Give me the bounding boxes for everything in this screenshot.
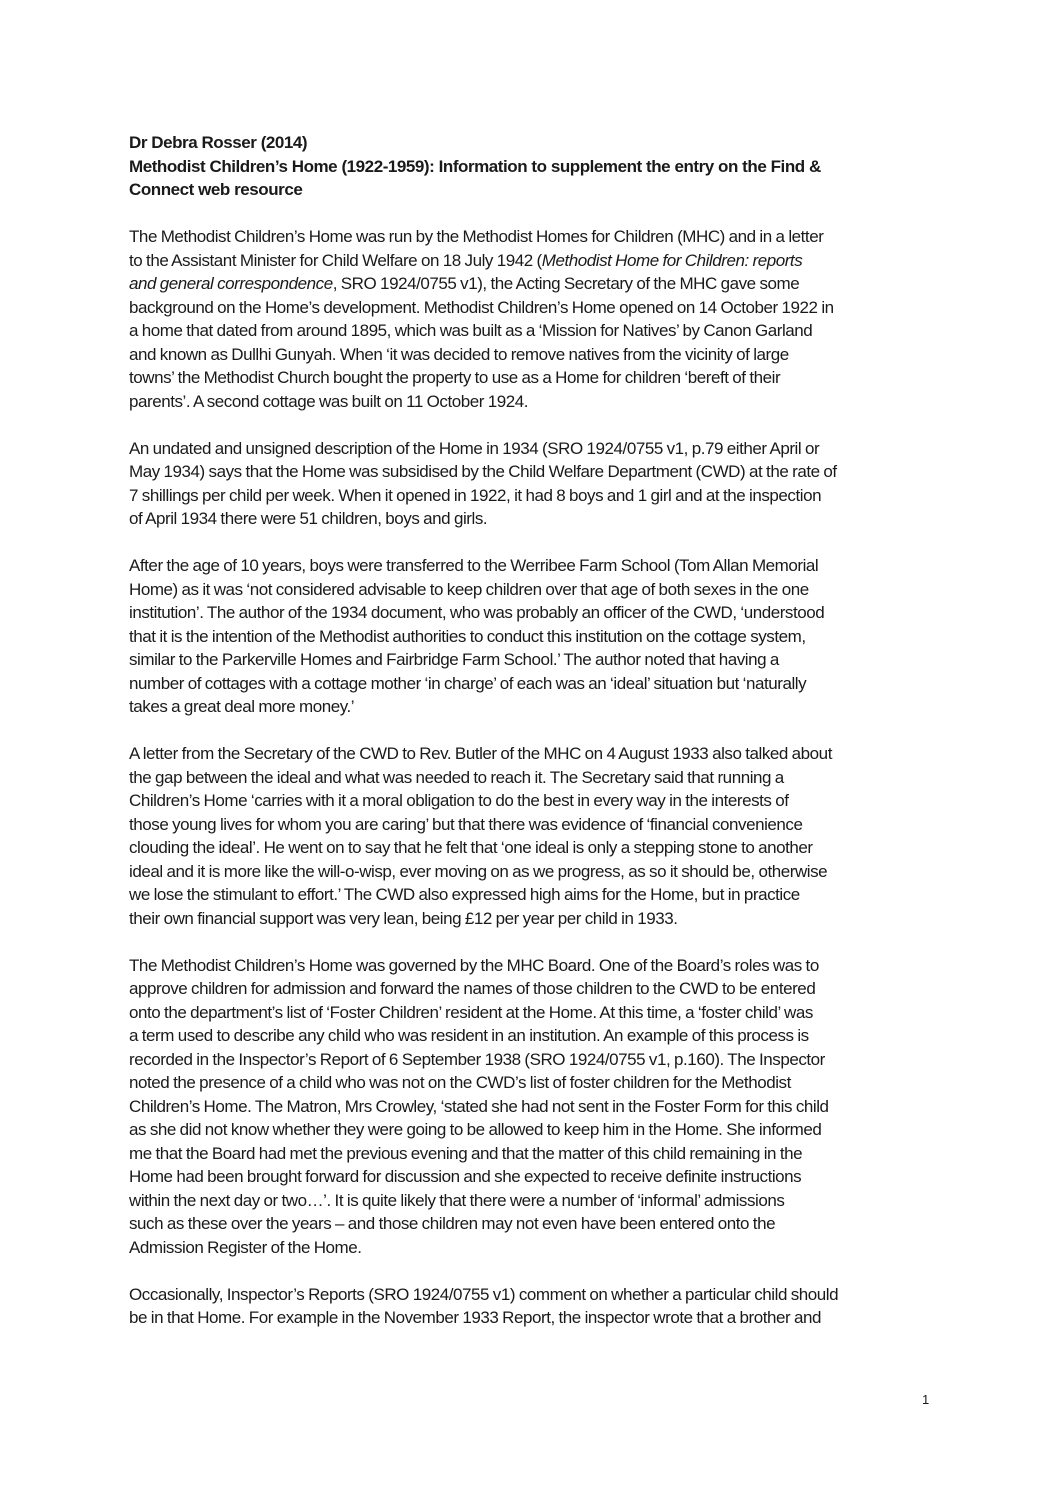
text-segment: , SRO 1924/0755 v1), the Acting Secretary of the MHC gave some bbox=[332, 274, 800, 293]
italic-citation: Methodist Home for Children: reports bbox=[541, 250, 803, 270]
text-line: takes a great deal more money.’ bbox=[129, 697, 355, 716]
text-line: A letter from the Secretary of the CWD to Rev. Butler of the MHC on 4 August 1933 also talked about bbox=[129, 744, 832, 763]
text-line: Home had been brought forward for discussion and she expected to receive definite instructions bbox=[129, 1167, 802, 1186]
text-line: as she did not know whether they were going to be allowed to keep him in the Home. She informed bbox=[129, 1120, 822, 1139]
paragraph-3 bbox=[129, 554, 939, 719]
paragraph-2 bbox=[129, 437, 939, 531]
author-line: Dr Debra Rosser (2014) bbox=[129, 133, 308, 152]
document-title-line-2: Connect web resource bbox=[129, 180, 303, 199]
text-line: clouding the ideal’. He went on to say that he felt that ‘one ideal is only a stepping stone to another bbox=[129, 838, 813, 857]
text-segment: to the Assistant Minister for Child Welfare on 18 July 1942 ( bbox=[129, 250, 542, 270]
text-line: The Methodist Children’s Home was governed by the MHC Board. One of the Board’s roles was to bbox=[129, 955, 819, 975]
text-line: those young lives for whom you are caring’ but that there was evidence of ‘financial convenience bbox=[129, 814, 803, 834]
text-line: ideal and it is more like the will-o-wisp, ever moving on as we progress, as so it should be, otherwise bbox=[129, 861, 828, 881]
text-line: we lose the stimulant to effort.’ The CWD also expressed high aims for the Home, but in practice bbox=[129, 885, 800, 904]
italic-citation: and general correspondence bbox=[129, 274, 333, 293]
text-line: The Methodist Children’s Home was run by the Methodist Homes for Children (MHC) and in a letter bbox=[129, 227, 824, 246]
text-line: Children’s Home ‘carries with it a moral obligation to do the best in every way in the interests of bbox=[129, 791, 789, 810]
document-page bbox=[129, 131, 939, 1353]
paragraph-1 bbox=[129, 225, 939, 413]
text-line: An undated and unsigned description of the Home in 1934 (SRO 1924/0755 v1, p.79 either April or bbox=[129, 438, 820, 458]
text-line: their own financial support was very lean, being £12 per year per child in 1933. bbox=[129, 908, 678, 928]
text-line: a term used to describe any child who was resident in an institution. An example of this process is bbox=[129, 1026, 809, 1045]
text-line: 7 shillings per child per week. When it opened in 1922, it had 8 boys and 1 girl and at the inspection bbox=[129, 485, 822, 505]
text-line: of April 1934 there were 51 children, boys and girls. bbox=[129, 509, 488, 528]
text-line: number of cottages with a cottage mother ‘in charge’ of each was an ‘ideal’ situation but ‘naturally bbox=[129, 673, 807, 693]
text-line: onto the department’s list of ‘Foster Children’ resident at the Home. At this time, a ‘foster child’ was bbox=[129, 1002, 813, 1022]
text-line: a home that dated from around 1895, which was built as a ‘Mission for Natives’ by Canon Garland bbox=[129, 321, 813, 340]
text-line: parents’. A second cottage was built on 11 October 1924. bbox=[129, 391, 529, 411]
text-line: recorded in the Inspector’s Report of 6 September 1938 (SRO 1924/0755 v1, p.160). The Inspector bbox=[129, 1049, 825, 1069]
text-line: and known as Dullhi Gunyah. When ‘it was decided to remove natives from the vicinity of large bbox=[129, 344, 789, 364]
text-line: Occasionally, Inspector’s Reports (SRO 1924/0755 v1) comment on whether a particular child should bbox=[129, 1284, 839, 1304]
text-line: similar to the Parkerville Homes and Fairbridge Farm School.’ The author noted that having a bbox=[129, 650, 779, 669]
page-number: 1 bbox=[922, 1392, 930, 1407]
text-line: towns’ the Methodist Church bought the property to use as a Home for children ‘bereft of their bbox=[129, 368, 781, 387]
text-line: me that the Board had met the previous evening and that the matter of this child remaining in the bbox=[129, 1143, 803, 1163]
text-line: approve children for admission and forward the names of those children to the CWD to be entered bbox=[129, 979, 816, 998]
paragraph-6 bbox=[129, 1283, 939, 1330]
text-line: After the age of 10 years, boys were transferred to the Werribee Farm School (Tom Allan Memorial bbox=[129, 556, 819, 575]
text-line: that it is the intention of the Methodist authorities to conduct this institution on the cottage system, bbox=[129, 626, 806, 646]
text-line: institution’. The author of the 1934 document, who was probably an officer of the CWD, ‘understood bbox=[129, 603, 825, 622]
text-line bbox=[129, 249, 939, 273]
text-line: noted the presence of a child who was not on the CWD’s list of foster children for the Methodist bbox=[129, 1073, 791, 1092]
text-line: May 1934) says that the Home was subsidised by the Child Welfare Department (CWD) at the rate of bbox=[129, 462, 837, 481]
document-header bbox=[129, 131, 939, 202]
text-line: such as these over the years – and those children may not even have been entered onto the bbox=[129, 1214, 776, 1233]
text-line: background on the Home’s development. Methodist Children’s Home opened on 14 October 1922 in bbox=[129, 297, 834, 317]
text-line: Children’s Home. The Matron, Mrs Crowley, ‘stated she had not sent in the Foster Form for this child bbox=[129, 1096, 829, 1116]
document-title-line-1: Methodist Children’s Home (1922-1959): Information to supplement the entry on the Find & bbox=[129, 156, 821, 176]
text-line: within the next day or two…’. It is quite likely that there were a number of ‘informal’ admissions bbox=[129, 1190, 785, 1210]
paragraph-5 bbox=[129, 954, 939, 1260]
text-line bbox=[129, 272, 939, 296]
text-line: Home) as it was ‘not considered advisable to keep children over that age of both sexes in the one bbox=[129, 579, 809, 599]
text-line: be in that Home. For example in the November 1933 Report, the inspector wrote that a brother and bbox=[129, 1308, 821, 1327]
text-line: Admission Register of the Home. bbox=[129, 1237, 362, 1257]
text-line: the gap between the ideal and what was needed to reach it. The Secretary said that running a bbox=[129, 767, 784, 787]
paragraph-4 bbox=[129, 742, 939, 930]
